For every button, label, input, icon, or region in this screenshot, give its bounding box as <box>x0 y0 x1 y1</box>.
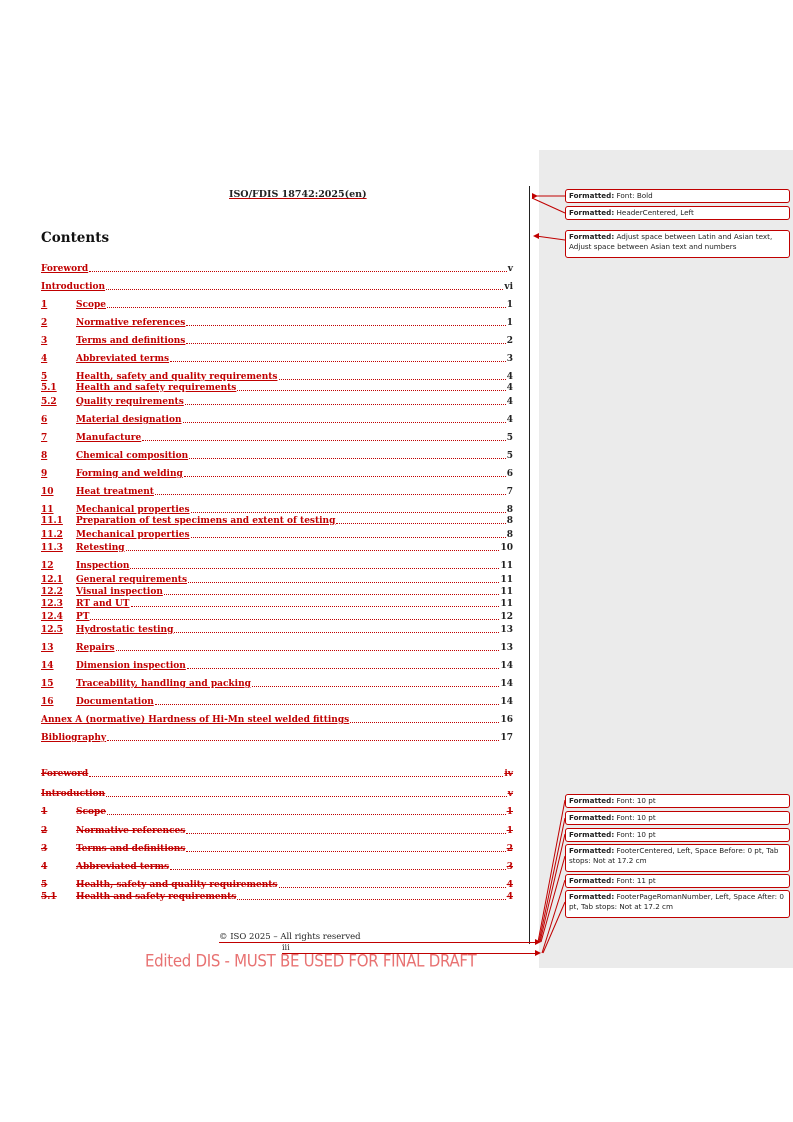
toc-section-number: 11.1 <box>41 516 63 526</box>
toc-page-number: 13 <box>500 643 513 653</box>
toc-page-number: 1 <box>506 318 513 328</box>
toc-page-number: 12 <box>500 612 513 622</box>
toc-entry-title: Retesting <box>76 543 125 553</box>
toc-section-number: 1 <box>41 807 48 817</box>
toc-entry-title: Documentation <box>76 697 154 707</box>
toc-page-number: 2 <box>506 844 513 854</box>
toc-page-number: 1 <box>506 826 513 836</box>
toc-entry-title: Chemical composition <box>76 451 189 461</box>
toc-page-number: 14 <box>500 697 513 707</box>
toc-entry-title: Quality requirements <box>76 397 184 407</box>
toc-entry-title: Terms and definitions <box>76 844 186 854</box>
toc-page-number: 11 <box>500 587 513 597</box>
comment-text: Font: 10 pt <box>614 830 656 839</box>
toc-section-number: 3 <box>41 336 48 346</box>
comment-text: Font: 11 pt <box>614 876 656 885</box>
comment-label: Formatted: <box>569 191 615 200</box>
toc-entry-title: Mechanical properties <box>76 505 190 515</box>
toc-section-number: 4 <box>41 354 48 364</box>
toc-entry-title: Abbreviated terms <box>76 862 170 872</box>
comment-text: Adjust space between Latin and Asian text, Adjust space between Asian text and numbers <box>569 232 773 251</box>
comment-label: Formatted: <box>569 830 615 839</box>
toc-page-number: 5 <box>506 451 513 461</box>
toc-page-number: 7 <box>506 487 513 497</box>
toc-page-number: 1 <box>506 300 513 310</box>
toc-entry-title: Dimension inspection <box>76 661 186 671</box>
footer-page-number: iii <box>282 943 290 952</box>
connector-line <box>539 818 565 942</box>
comment-label: Formatted: <box>569 892 615 901</box>
toc-entry-title: Material designation <box>76 415 182 425</box>
comment-label: Formatted: <box>569 208 615 217</box>
toc-section-number: 7 <box>41 433 48 443</box>
comment-text: HeaderCentered, Left <box>614 208 694 217</box>
toc-section-number: 14 <box>41 661 54 671</box>
toc-section-number: 5.1 <box>41 892 57 902</box>
toc-entry-title: Annex A (normative) Hardness of Hi-Mn steel welded fittings <box>41 715 350 725</box>
toc-page-number: 11 <box>500 599 513 609</box>
toc-entry-title: Normative references <box>76 318 186 328</box>
toc-page-number: 8 <box>506 505 513 515</box>
toc-page-number: 4 <box>506 383 513 393</box>
toc-page-number: 4 <box>506 415 513 425</box>
comment-label: Formatted: <box>569 232 615 241</box>
toc-entry-title: Health and safety requirements <box>76 892 237 902</box>
comment-label: Formatted: <box>569 813 615 822</box>
toc-entry-title: Visual inspection <box>76 587 163 597</box>
comment-label: Formatted: <box>569 876 615 885</box>
toc-page-number: 2 <box>506 336 513 346</box>
toc-page-number: 10 <box>500 543 513 553</box>
toc-page-number: 11 <box>500 575 513 585</box>
toc-entry-title: General requirements <box>76 575 188 585</box>
toc-section-number: 4 <box>41 862 48 872</box>
comment-text: FooterPageRomanNumber, Left, Space After: 0 pt, Tab stops: Not at 17.2 cm <box>569 892 784 911</box>
toc-entry-title: Scope <box>76 807 107 817</box>
document-header: ISO/FDIS 18742:2025(en) <box>229 189 367 200</box>
toc-page-number: 14 <box>500 661 513 671</box>
toc-entry-title: Preparation of test specimens and extent of testing <box>76 516 336 526</box>
toc-entry-title: Foreword <box>41 264 89 274</box>
toc-page-number: 4 <box>506 372 513 382</box>
toc-entry-title: Introduction <box>41 282 106 292</box>
toc-section-number: 12.4 <box>41 612 63 622</box>
toc-section-number: 11.3 <box>41 543 63 553</box>
toc-entry-title: Manufacture <box>76 433 142 443</box>
comment-label: Formatted: <box>569 796 615 805</box>
toc-section-number: 10 <box>41 487 54 497</box>
toc-section-number: 15 <box>41 679 54 689</box>
toc-section-number: 3 <box>41 844 48 854</box>
toc-page-number: 17 <box>500 733 513 743</box>
toc-section-number: 12.2 <box>41 587 63 597</box>
toc-entry-title: PT <box>76 612 90 622</box>
toc-entry-title: Hydrostatic testing <box>76 625 174 635</box>
toc-section-number: 12 <box>41 561 54 571</box>
toc-entry-title: Bibliography <box>41 733 107 743</box>
toc-page-number: 4 <box>506 892 513 902</box>
toc-entry-title: Health, safety and quality requirements <box>76 372 278 382</box>
toc-page-number: 8 <box>506 516 513 526</box>
toc-section-number: 13 <box>41 643 54 653</box>
toc-entry-title: Foreword <box>41 769 89 779</box>
toc-entry-title: Scope <box>76 300 107 310</box>
toc-page-number: v <box>507 789 513 799</box>
toc-entry-title: Mechanical properties <box>76 530 190 540</box>
toc-entry-title: Abbreviated terms <box>76 354 170 364</box>
toc-section-number: 5.2 <box>41 397 57 407</box>
toc-section-number: 12.1 <box>41 575 63 585</box>
watermark: Edited DIS - MUST BE USED FOR FINAL DRAFT <box>145 951 477 971</box>
toc-section-number: 12.5 <box>41 625 63 635</box>
toc-page-number: 13 <box>500 625 513 635</box>
comment-text: FooterCentered, Left, Space Before: 0 pt, Tab stops: Not at 17.2 cm <box>569 846 779 865</box>
toc-page-number: 11 <box>500 561 513 571</box>
connector-line <box>536 236 565 240</box>
toc-entry-title: RT and UT <box>76 599 130 609</box>
toc-section-number: 2 <box>41 318 48 328</box>
connector-line <box>543 902 565 953</box>
toc-page-number: 4 <box>506 397 513 407</box>
toc-page-number: 3 <box>506 354 513 364</box>
toc-page-number: 8 <box>506 530 513 540</box>
toc-section-number: 11.2 <box>41 530 63 540</box>
arrowhead-icon <box>535 950 541 956</box>
toc-page-number: 3 <box>506 862 513 872</box>
comment-text: Font: 10 pt <box>614 796 656 805</box>
toc-section-number: 8 <box>41 451 48 461</box>
toc-page-number: 4 <box>506 880 513 890</box>
toc-entry-title: Heat treatment <box>76 487 154 497</box>
comment-label: Formatted: <box>569 846 615 855</box>
toc-page-number: iv <box>504 769 513 779</box>
toc-section-number: 5.1 <box>41 383 57 393</box>
arrowhead-icon <box>532 193 538 199</box>
toc-section-number: 5 <box>41 372 48 382</box>
toc-entry-title: Normative references <box>76 826 186 836</box>
toc-section-number: 12.3 <box>41 599 63 609</box>
toc-page-number: 16 <box>500 715 513 725</box>
toc-page-number: 1 <box>506 807 513 817</box>
toc-page-number: v <box>507 264 513 274</box>
toc-section-number: 16 <box>41 697 54 707</box>
toc-entry-title: Repairs <box>76 643 115 653</box>
contents-heading: Contents <box>41 230 110 246</box>
toc-section-number: 1 <box>41 300 48 310</box>
toc-section-number: 9 <box>41 469 48 479</box>
toc-section-number: 6 <box>41 415 48 425</box>
toc-entry-title: Health, safety and quality requirements <box>76 880 278 890</box>
toc-section-number: 5 <box>41 880 48 890</box>
footer-copyright: © ISO 2025 – All rights reserved <box>219 932 361 942</box>
toc-entry-title: Forming and welding <box>76 469 183 479</box>
toc-page-number: 5 <box>506 433 513 443</box>
toc-entry-title: Inspection <box>76 561 130 571</box>
toc-section-number: 11 <box>41 505 54 515</box>
toc-entry-title: Terms and definitions <box>76 336 186 346</box>
connector-line <box>540 834 565 942</box>
toc-entry-title: Traceability, handling and packing <box>76 679 251 689</box>
toc-page-number: vi <box>504 282 513 292</box>
toc-page-number: 14 <box>500 679 513 689</box>
comment-text: Font: Bold <box>614 191 653 200</box>
connector-line <box>532 198 565 213</box>
comment-text: Font: 10 pt <box>614 813 656 822</box>
toc-section-number: 2 <box>41 826 48 836</box>
arrowhead-icon <box>533 233 539 239</box>
toc-entry-title: Introduction <box>41 789 106 799</box>
toc-page-number: 6 <box>506 469 513 479</box>
toc-entry-title: Health and safety requirements <box>76 383 237 393</box>
